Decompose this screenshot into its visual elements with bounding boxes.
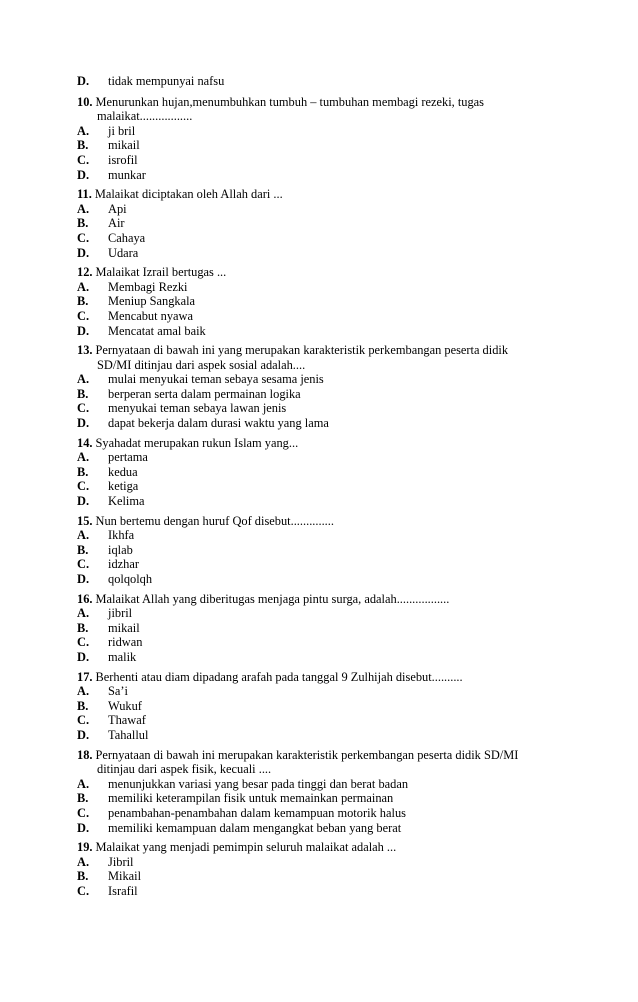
option-text: Tahallul — [108, 727, 149, 742]
question-text: Malaikat Izrail bertugas ... — [95, 265, 227, 280]
answer-option — [77, 855, 547, 870]
question-text: Pernyataan di bawah ini merupakan karakteristik perkembangan peserta didik SD/MI — [95, 747, 519, 762]
option-letter: D. — [77, 74, 90, 88]
option-text: Ikhfa — [108, 528, 135, 543]
option-letter: D. — [77, 727, 90, 742]
option-letter: B. — [77, 216, 89, 231]
question-text: Syahadat merupakan rukun Islam yang... — [95, 435, 299, 450]
option-letter: C. — [77, 635, 90, 650]
option-text: Wukuf — [108, 698, 142, 713]
answer-option — [77, 153, 547, 168]
question-stem — [77, 95, 547, 110]
option-text: Jibril — [108, 854, 134, 869]
option-text: Cahaya — [108, 230, 146, 245]
question-text-continued: SD/MI ditinjau dari aspek sosial adalah.... — [97, 357, 306, 372]
option-letter: C. — [77, 152, 90, 167]
option-text: Thawaf — [108, 713, 146, 728]
question-stem — [77, 670, 547, 685]
question-number: 14. — [77, 435, 93, 450]
answer-option — [77, 572, 547, 587]
option-text: qolqolqh — [108, 572, 153, 586]
answer-option — [77, 202, 547, 217]
answer-option — [77, 246, 547, 261]
option-text: menyukai teman sebaya lawan jenis — [108, 401, 287, 416]
option-letter: B. — [77, 869, 89, 884]
option-text: ridwan — [108, 635, 143, 650]
option-letter: B. — [77, 386, 89, 401]
question-stem — [77, 592, 547, 607]
answer-option — [77, 324, 547, 339]
option-letter: C. — [77, 883, 90, 898]
question-15 — [77, 514, 547, 587]
option-text: pertama — [108, 450, 148, 465]
option-letter: D. — [77, 649, 90, 664]
answer-option — [77, 650, 547, 665]
answer-option — [77, 479, 547, 494]
option-letter: B. — [77, 620, 89, 635]
answer-option — [77, 465, 547, 480]
option-letter: A. — [77, 279, 90, 294]
question-stem — [77, 514, 547, 529]
question-stem — [77, 748, 547, 763]
question-number: 17. — [77, 669, 93, 684]
answer-option — [77, 713, 547, 728]
option-letter: C. — [77, 713, 90, 728]
answer-option — [77, 728, 547, 743]
option-text: Meniup Sangkala — [108, 294, 196, 309]
option-text: Mikail — [108, 869, 142, 884]
question-number: 11. — [77, 187, 92, 202]
option-text: Mencatat amal baik — [108, 323, 206, 338]
answer-option — [77, 543, 547, 558]
answer-option — [77, 528, 547, 543]
option-letter: D. — [77, 245, 90, 260]
answer-option — [77, 635, 547, 650]
question-text: Berhenti atau diam dipadang arafah pada tanggal 9 Zulhijah disebut.......... — [95, 669, 463, 684]
option-text: Sa’i — [108, 684, 128, 699]
answer-option — [77, 821, 547, 836]
question-12 — [77, 265, 547, 338]
option-letter: B. — [77, 542, 89, 557]
option-text: Membagi Rezki — [108, 279, 188, 294]
question-text: Nun bertemu dengan huruf Qof disebut.............. — [95, 513, 334, 528]
answer-option — [77, 699, 547, 714]
option-letter: D. — [77, 323, 90, 338]
question-text-continued: malaikat................. — [97, 109, 193, 124]
answer-option — [77, 138, 547, 153]
answer-option — [77, 294, 547, 309]
option-letter: B. — [77, 464, 89, 479]
option-letter: A. — [77, 201, 90, 216]
option-text: jibril — [108, 606, 133, 621]
option-letter: C. — [77, 805, 90, 820]
option-text: dapat bekerja dalam durasi waktu yang lama — [108, 416, 329, 431]
option-text: ji bril — [108, 123, 136, 138]
option-text: ketiga — [108, 479, 139, 494]
option-letter: C. — [77, 230, 90, 245]
question-18 — [77, 748, 547, 836]
question-10 — [77, 95, 547, 183]
answer-option — [77, 450, 547, 465]
question-number: 19. — [77, 840, 93, 855]
leading-option — [77, 74, 547, 89]
answer-option — [77, 280, 547, 295]
option-letter: B. — [77, 698, 89, 713]
question-text: Malaikat diciptakan oleh Allah dari ... — [94, 187, 283, 202]
option-letter: C. — [77, 479, 90, 494]
option-letter: A. — [77, 450, 90, 465]
option-text: idzhar — [108, 557, 139, 572]
option-text: Israfil — [108, 883, 138, 898]
answer-option — [77, 401, 547, 416]
answer-option — [77, 884, 547, 899]
question-number: 13. — [77, 343, 93, 358]
option-letter: C. — [77, 401, 90, 416]
answer-option — [77, 416, 547, 431]
question-stem — [77, 343, 547, 358]
answer-option — [77, 372, 547, 387]
option-text: iqlab — [108, 542, 133, 557]
option-text: Kelima — [108, 494, 145, 509]
question-text: Menurunkan hujan,menumbuhkan tumbuh – tumbuhan membagi rezeki, tugas — [95, 94, 485, 109]
question-16 — [77, 592, 547, 665]
question-number: 16. — [77, 591, 93, 606]
option-letter: A. — [77, 854, 90, 869]
option-letter: A. — [77, 606, 90, 621]
answer-option — [77, 606, 547, 621]
question-list — [77, 74, 547, 898]
question-text-continued: ditinjau dari aspek fisik, kecuali .... — [97, 762, 272, 777]
answer-option — [77, 777, 547, 792]
option-letter: A. — [77, 123, 90, 138]
option-text: mikail — [108, 620, 140, 635]
answer-option — [77, 806, 547, 821]
question-11 — [77, 187, 547, 260]
answer-option — [77, 387, 547, 402]
answer-option — [77, 309, 547, 324]
question-number: 18. — [77, 747, 93, 762]
question-text: Malaikat Allah yang diberitugas menjaga pintu surga, adalah................. — [95, 591, 450, 606]
question-stem — [77, 840, 547, 855]
question-14 — [77, 436, 547, 509]
option-text: Mencabut nyawa — [108, 308, 193, 323]
question-number: 15. — [77, 513, 93, 528]
option-letter: B. — [77, 791, 89, 806]
option-letter: D. — [77, 416, 90, 431]
option-letter: D. — [77, 820, 90, 835]
option-text: penambahan-penambahan dalam kemampuan motorik halus — [108, 805, 406, 820]
option-letter: C. — [77, 557, 90, 572]
question-number: 12. — [77, 265, 93, 280]
option-text: Air — [108, 216, 125, 231]
option-text: menunjukkan variasi yang besar pada tinggi dan berat badan — [108, 776, 409, 791]
answer-option — [77, 557, 547, 572]
question-text: Malaikat yang menjadi pemimpin seluruh malaikat adalah ... — [95, 840, 397, 855]
option-letter: D. — [77, 572, 90, 586]
question-13 — [77, 343, 547, 431]
option-text: isrofil — [108, 152, 138, 167]
option-text: memiliki kemampuan dalam mengangkat beban yang berat — [108, 820, 402, 835]
option-letter: B. — [77, 294, 89, 309]
answer-option — [77, 621, 547, 636]
answer-option — [77, 869, 547, 884]
option-text: Api — [108, 201, 127, 216]
option-letter: A. — [77, 372, 90, 387]
option-letter: B. — [77, 138, 89, 153]
option-letter: A. — [77, 684, 90, 699]
question-stem — [77, 436, 547, 451]
option-text: berperan serta dalam permainan logika — [108, 386, 301, 401]
option-text: Udara — [108, 245, 139, 260]
question-text: Pernyataan di bawah ini yang merupakan karakteristik perkembangan peserta didik — [95, 343, 509, 358]
option-text: memiliki keterampilan fisik untuk memainkan permainan — [108, 791, 394, 806]
answer-option — [77, 494, 547, 509]
question-number: 10. — [77, 94, 93, 109]
option-letter: A. — [77, 776, 90, 791]
option-letter: C. — [77, 308, 90, 323]
question-stem — [77, 265, 547, 280]
option-text: munkar — [108, 167, 146, 182]
option-text: malik — [108, 649, 137, 664]
option-text: mulai menyukai teman sebaya sesama jenis — [108, 372, 324, 387]
option-text: mikail — [108, 138, 140, 153]
answer-option — [77, 168, 547, 183]
question-19 — [77, 840, 547, 898]
question-stem — [77, 187, 547, 202]
option-text: tidak mempunyai nafsu — [108, 74, 225, 88]
answer-option — [77, 684, 547, 699]
option-letter: D. — [77, 167, 90, 182]
option-letter: D. — [77, 494, 90, 509]
answer-option — [77, 791, 547, 806]
answer-option — [77, 216, 547, 231]
answer-option — [77, 124, 547, 139]
question-17 — [77, 670, 547, 743]
option-text: kedua — [108, 464, 138, 479]
answer-option — [77, 231, 547, 246]
option-letter: A. — [77, 528, 90, 543]
